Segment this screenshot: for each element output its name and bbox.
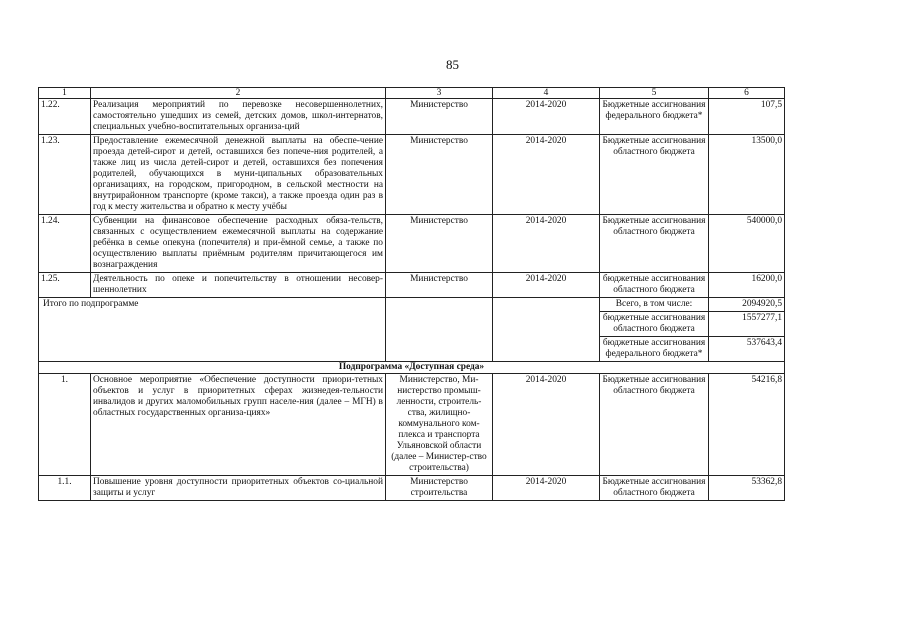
total-source: бюджетные ассигнования областного бюджета xyxy=(600,312,709,337)
row-executor: Министерство xyxy=(386,273,493,298)
row-executor: Министерство строительства xyxy=(386,476,493,501)
row-period: 2014-2020 xyxy=(493,99,600,135)
row-number: 1.23. xyxy=(39,135,91,215)
row-description: Деятельность по опеке и попечительству в отношении несовер-шеннолетних xyxy=(91,273,386,298)
row-executor: Министерство, Ми-нистерство промыш-ленности, строитель-ства, жилищно-коммунального ком-плекса и транспорта Ульяновской области (далее – Министер-ство строительства) xyxy=(386,374,493,476)
total-row xyxy=(39,298,785,312)
row-description: Основное мероприятие «Обеспечение доступности приори-тетных объектов и услуг в приоритетных сферах жизнедея-тельности инвалидов и других маломобильных групп населе-ния (далее – МГН) в областных государственных организа-циях» xyxy=(91,374,386,476)
row-funding-source: бюджетные ассигнования областного бюджета xyxy=(600,273,709,298)
table-row xyxy=(39,99,785,135)
row-number: 1.25. xyxy=(39,273,91,298)
row-description: Предоставление ежемесячной денежной выплаты на обеспе-чение проезда детей-сирот и детей, оставшихся без попече-ния родителей, а также лиц из числа детей-сирот и детей, оставшихся без попечения родителей, обучающихся в муни-ципальных образовательных организациях, на городском, пригородном, в сельской местности на внутрирайонном транспорте (кроме такси), а также проезда один раз в год к месту жительства и обратно к месту учёбы xyxy=(91,135,386,215)
column-number: 1 xyxy=(39,88,91,99)
row-number: 1.1. xyxy=(39,476,91,501)
row-executor: Министерство xyxy=(386,135,493,215)
row-funding-source: Бюджетные ассигнования областного бюджета xyxy=(600,374,709,476)
row-period: 2014-2020 xyxy=(493,215,600,273)
table-row xyxy=(39,135,785,215)
row-number: 1. xyxy=(39,374,91,476)
total-source: Всего, в том числе: xyxy=(600,298,709,312)
total-amount: 1557277,1 xyxy=(709,312,785,337)
row-amount: 54216,8 xyxy=(709,374,785,476)
total-amount: 537643,4 xyxy=(709,337,785,362)
total-empty-cell xyxy=(493,298,600,362)
section-title: Подпрограмма «Доступная среда» xyxy=(39,362,785,374)
total-amount: 2094920,5 xyxy=(709,298,785,312)
row-amount: 53362,8 xyxy=(709,476,785,501)
column-number: 6 xyxy=(709,88,785,99)
row-executor: Министерство xyxy=(386,99,493,135)
row-amount: 13500,0 xyxy=(709,135,785,215)
page-number: 85 xyxy=(446,57,459,72)
table-row xyxy=(39,273,785,298)
column-number: 5 xyxy=(600,88,709,99)
total-empty-cell xyxy=(386,298,493,362)
total-label: Итого по подпрограмме xyxy=(39,298,386,362)
row-description: Реализация мероприятий по перевозке несовершеннолетних, самостоятельно ушедших из семей, детских домов, школ-интернатов, специальных учебно-воспитательных организа-ций xyxy=(91,99,386,135)
total-source: бюджетные ассигнования федерального бюджета* xyxy=(600,337,709,362)
row-funding-source: Бюджетные ассигнования федерального бюджета* xyxy=(600,99,709,135)
row-period: 2014-2020 xyxy=(493,476,600,501)
row-funding-source: Бюджетные ассигнования областного бюджета xyxy=(600,135,709,215)
row-period: 2014-2020 xyxy=(493,273,600,298)
table-row xyxy=(39,374,785,476)
row-period: 2014-2020 xyxy=(493,135,600,215)
row-funding-source: Бюджетные ассигнования областного бюджета xyxy=(600,476,709,501)
row-number: 1.24. xyxy=(39,215,91,273)
row-amount: 107,5 xyxy=(709,99,785,135)
column-number-row xyxy=(39,88,785,99)
row-description: Повышение уровня доступности приоритетных объектов со-циальной защиты и услуг xyxy=(91,476,386,501)
table-row xyxy=(39,215,785,273)
column-number: 4 xyxy=(493,88,600,99)
row-amount: 16200,0 xyxy=(709,273,785,298)
row-amount: 540000,0 xyxy=(709,215,785,273)
row-description: Субвенции на финансовое обеспечение расходных обяза-тельств, связанных с осуществлением ежемесячной выплаты на содержание ребёнка в семье опекуна (попечителя) и при-ёмной семье, а также по осуществлению выплаты приёмным родителям причитающегося им вознаграждения xyxy=(91,215,386,273)
column-number: 3 xyxy=(386,88,493,99)
row-executor: Министерство xyxy=(386,215,493,273)
section-row xyxy=(39,362,785,374)
row-number: 1.22. xyxy=(39,99,91,135)
row-period: 2014-2020 xyxy=(493,374,600,476)
table-row xyxy=(39,476,785,501)
row-funding-source: Бюджетные ассигнования областного бюджета xyxy=(600,215,709,273)
program-table xyxy=(38,87,785,501)
column-number: 2 xyxy=(91,88,386,99)
